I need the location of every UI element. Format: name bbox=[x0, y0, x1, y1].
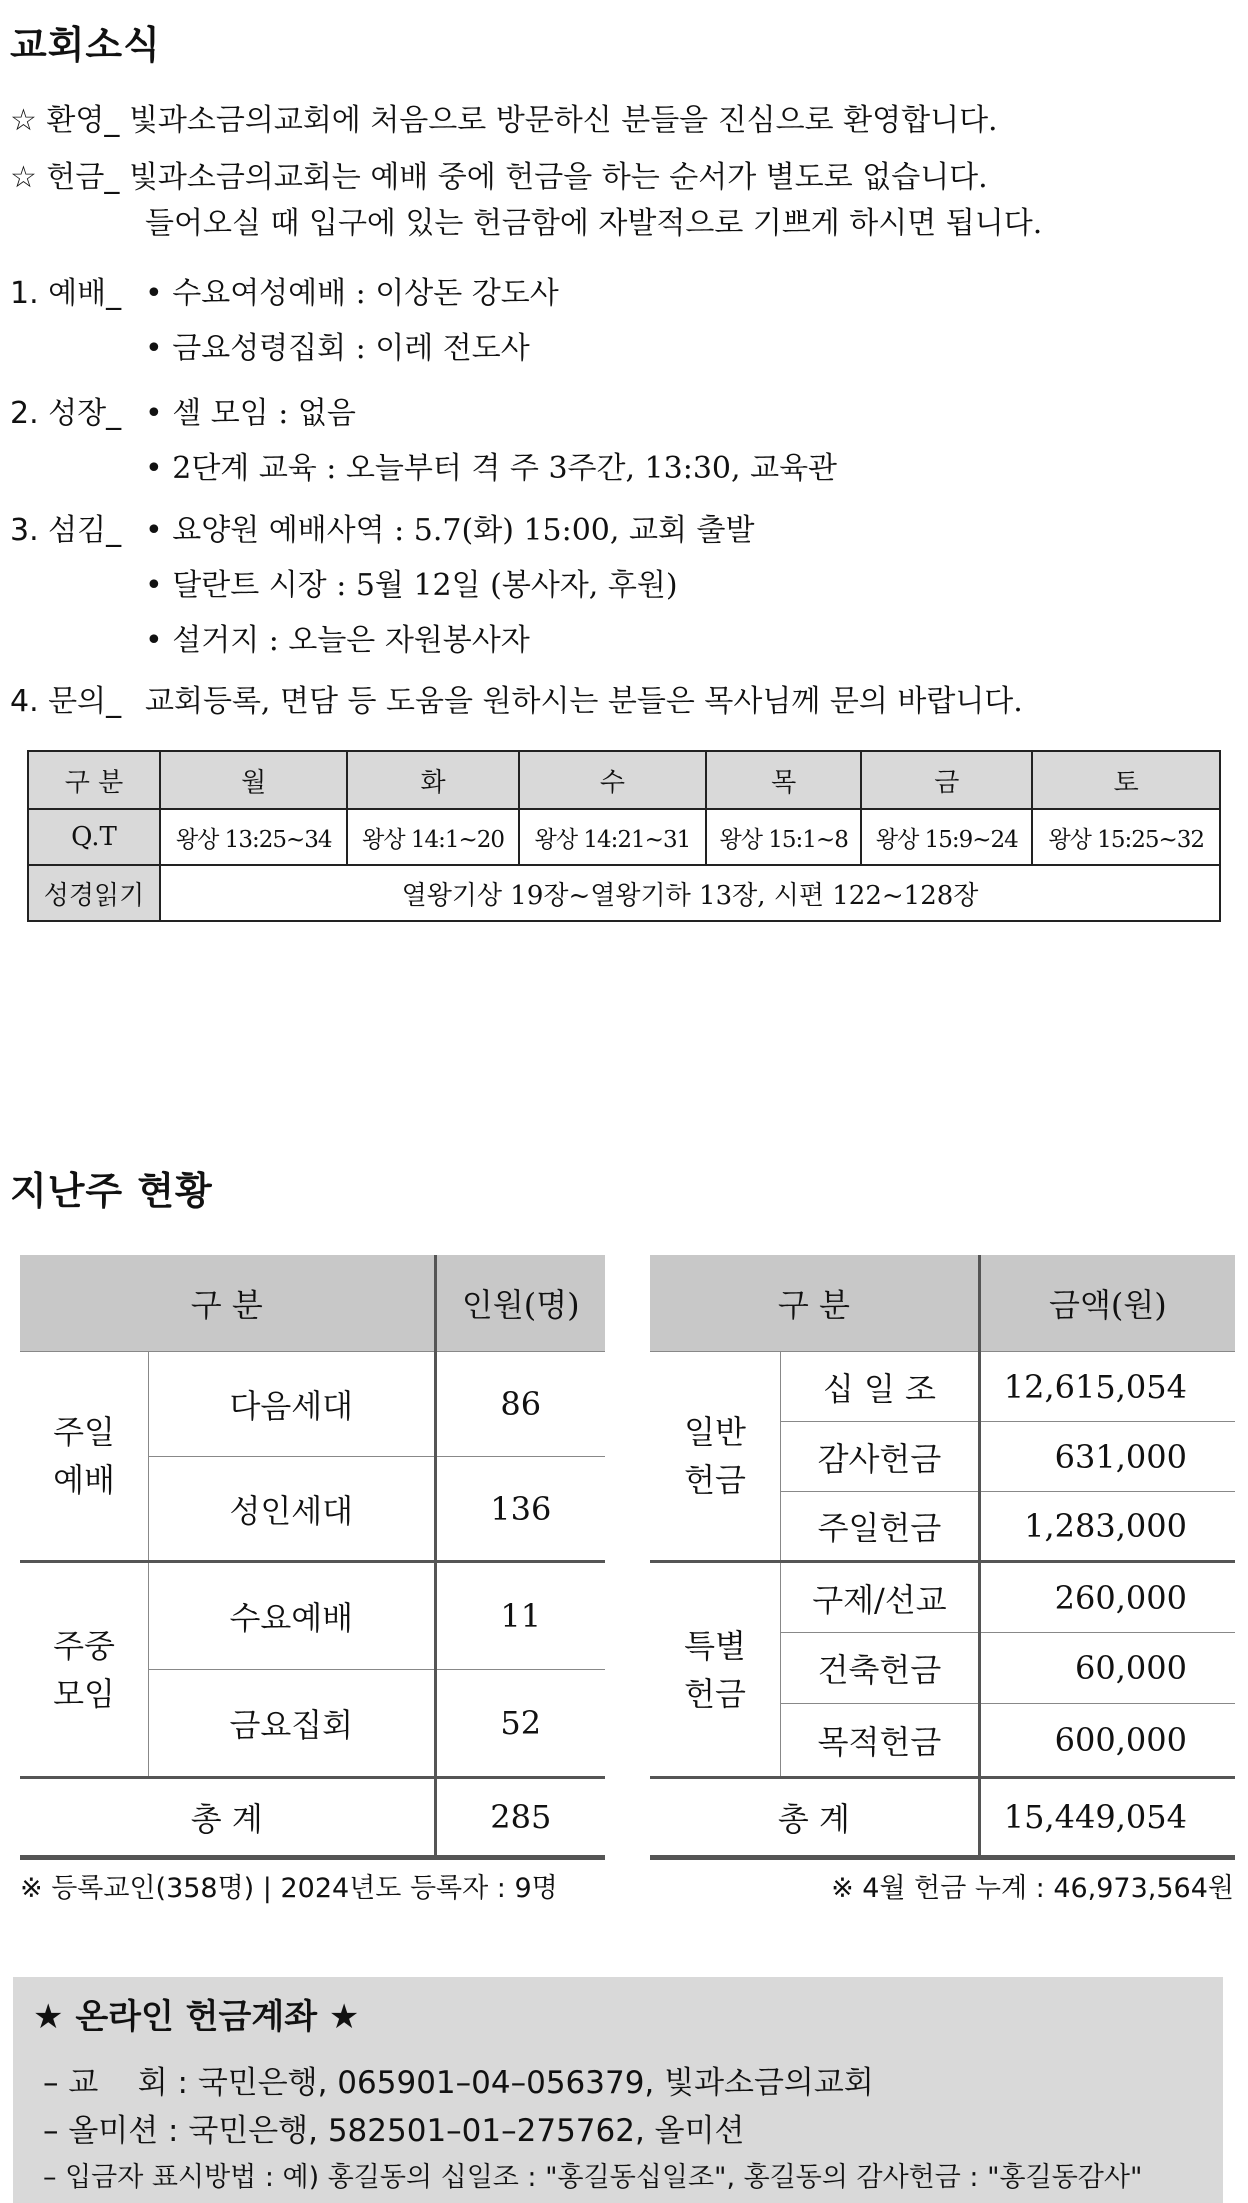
offering-row-value: 12,615,054 bbox=[979, 1352, 1235, 1422]
qt-header-cell: 토 bbox=[1032, 751, 1220, 809]
attendance-row-value: 52 bbox=[435, 1670, 605, 1778]
qt-header-cell: 금 bbox=[861, 751, 1032, 809]
offering-text-2: 들어오실 때 입구에 있는 헌금함에 자발적으로 기쁘게 하시면 됩니다. bbox=[145, 206, 1043, 241]
qt-header-row bbox=[28, 751, 1220, 809]
item-line: • 설거지 : 오늘은 자원봉사자 bbox=[145, 623, 530, 658]
qt-header-cell: 화 bbox=[347, 751, 518, 809]
qt-header-cell: 구 분 bbox=[28, 751, 160, 809]
offering-row-value: 600,000 bbox=[979, 1704, 1235, 1778]
attendance-row-label: 수요예배 bbox=[149, 1562, 436, 1670]
qt-header-cell: 월 bbox=[160, 751, 347, 809]
attendance-row-label: 금요집회 bbox=[149, 1670, 436, 1778]
table-row bbox=[20, 1352, 605, 1457]
attendance-row-value: 86 bbox=[435, 1352, 605, 1457]
offering-label: ☆ 헌금_ bbox=[10, 160, 120, 195]
offering-total-label: 총 계 bbox=[650, 1778, 979, 1858]
offering-note: ※ 4월 헌금 누계 : 46,973,564원 bbox=[831, 1873, 1234, 1904]
offering-table bbox=[650, 1255, 1235, 1860]
attendance-total-value: 285 bbox=[435, 1778, 605, 1858]
qt-cell: 왕상 13:25~34 bbox=[160, 809, 347, 865]
table-row bbox=[650, 1562, 1235, 1633]
offering-row-value: 631,000 bbox=[979, 1422, 1235, 1492]
qt-cell: 왕상 14:21~31 bbox=[519, 809, 706, 865]
online-deposit-method: – 입금자 표시방법 : 예) 홍길동의 십일조 : "홍길동십일조", 홍길동의 감사헌금 : "홍길동감사" bbox=[43, 2162, 1143, 2193]
table-row bbox=[20, 1562, 605, 1670]
status-title: 지난주 현황 bbox=[10, 1169, 213, 1213]
item-line: 교회등록, 면담 등 도움을 원하시는 분들은 목사님께 문의 바랍니다. bbox=[145, 684, 1023, 719]
attendance-table bbox=[20, 1255, 605, 1860]
bible-reading-value: 열왕기상 19장~열왕기하 13장, 시편 122~128장 bbox=[160, 865, 1220, 921]
item-label-worship: 1. 예배_ bbox=[10, 276, 122, 311]
offering-row-label: 십 일 조 bbox=[781, 1352, 980, 1422]
qt-cell: 왕상 15:9~24 bbox=[861, 809, 1032, 865]
qt-header-cell: 목 bbox=[706, 751, 861, 809]
attendance-row-label: 다음세대 bbox=[149, 1352, 436, 1457]
online-church-account: – 교 회 : 국민은행, 065901–04–056379, 빛과소금의교회 bbox=[43, 2065, 874, 2101]
offering-total-value: 15,449,054 bbox=[979, 1778, 1235, 1858]
offering-header-row bbox=[650, 1255, 1235, 1352]
attendance-note: ※ 등록교인(358명) | 2024년도 등록자 : 9명 bbox=[20, 1873, 558, 1904]
qt-row bbox=[28, 809, 1220, 865]
qt-table bbox=[27, 750, 1221, 922]
item-line: • 수요여성예배 : 이상돈 강도사 bbox=[145, 276, 559, 311]
offering-row-value: 1,283,000 bbox=[979, 1492, 1235, 1562]
bible-reading-row bbox=[28, 865, 1220, 921]
item-label-inquiry: 4. 문의_ bbox=[10, 684, 122, 719]
offering-total-row bbox=[650, 1778, 1235, 1858]
offering-row-label: 구제/선교 bbox=[781, 1562, 980, 1633]
welcome-label: ☆ 환영_ bbox=[10, 103, 120, 138]
attendance-group-label: 주중 모임 bbox=[20, 1562, 149, 1778]
offering-text-1: 빛과소금의교회는 예배 중에 헌금을 하는 순서가 별도로 없습니다. bbox=[128, 160, 988, 195]
item-line: • 2단계 교육 : 오늘부터 격 주 3주간, 13:30, 교육관 bbox=[145, 451, 838, 486]
attendance-header-category: 구 분 bbox=[20, 1255, 435, 1352]
attendance-row-value: 11 bbox=[435, 1562, 605, 1670]
news-title: 교회소식 bbox=[10, 23, 161, 67]
item-label-growth: 2. 성장_ bbox=[10, 396, 122, 431]
offering-row-value: 60,000 bbox=[979, 1633, 1235, 1704]
qt-label: Q.T bbox=[28, 809, 160, 865]
item-label-service: 3. 섬김_ bbox=[10, 513, 122, 548]
qt-cell: 왕상 14:1~20 bbox=[347, 809, 518, 865]
item-line: • 셀 모임 : 없음 bbox=[145, 396, 356, 431]
online-offering-box bbox=[13, 1977, 1223, 2203]
attendance-header-count: 인원(명) bbox=[435, 1255, 605, 1352]
offering-row-label: 건축헌금 bbox=[781, 1633, 980, 1704]
offering-group-label: 일반 헌금 bbox=[650, 1352, 781, 1562]
qt-header-cell: 수 bbox=[519, 751, 706, 809]
offering-header-amount: 금액(원) bbox=[979, 1255, 1235, 1352]
qt-cell: 왕상 15:1~8 bbox=[706, 809, 861, 865]
offering-row-label: 주일헌금 bbox=[781, 1492, 980, 1562]
welcome-text: 빛과소금의교회에 처음으로 방문하신 분들을 진심으로 환영합니다. bbox=[128, 103, 998, 138]
item-line: • 달란트 시장 : 5월 12일 (봉사자, 후원) bbox=[145, 568, 678, 603]
offering-row-label: 목적헌금 bbox=[781, 1704, 980, 1778]
item-line: • 요양원 예배사역 : 5.7(화) 15:00, 교회 출발 bbox=[145, 513, 755, 548]
offering-header-category: 구 분 bbox=[650, 1255, 979, 1352]
offering-group-label: 특별 헌금 bbox=[650, 1562, 781, 1778]
online-title: ★ 온라인 헌금계좌 ★ bbox=[33, 1997, 360, 2037]
bible-reading-label: 성경읽기 bbox=[28, 865, 160, 921]
table-row bbox=[650, 1352, 1235, 1422]
attendance-row-value: 136 bbox=[435, 1457, 605, 1562]
offering-row-value: 260,000 bbox=[979, 1562, 1235, 1633]
welcome-line bbox=[10, 95, 998, 139]
attendance-row-label: 성인세대 bbox=[149, 1457, 436, 1562]
attendance-group-label: 주일 예배 bbox=[20, 1352, 149, 1562]
qt-cell: 왕상 15:25~32 bbox=[1032, 809, 1220, 865]
item-line: • 금요성령집회 : 이레 전도사 bbox=[145, 331, 530, 366]
online-mission-account: – 올미션 : 국민은행, 582501–01–275762, 올미션 bbox=[43, 2113, 745, 2149]
attendance-total-row bbox=[20, 1778, 605, 1858]
offering-row-label: 감사헌금 bbox=[781, 1422, 980, 1492]
attendance-header-row bbox=[20, 1255, 605, 1352]
attendance-total-label: 총 계 bbox=[20, 1778, 435, 1858]
offering-line bbox=[10, 152, 988, 196]
